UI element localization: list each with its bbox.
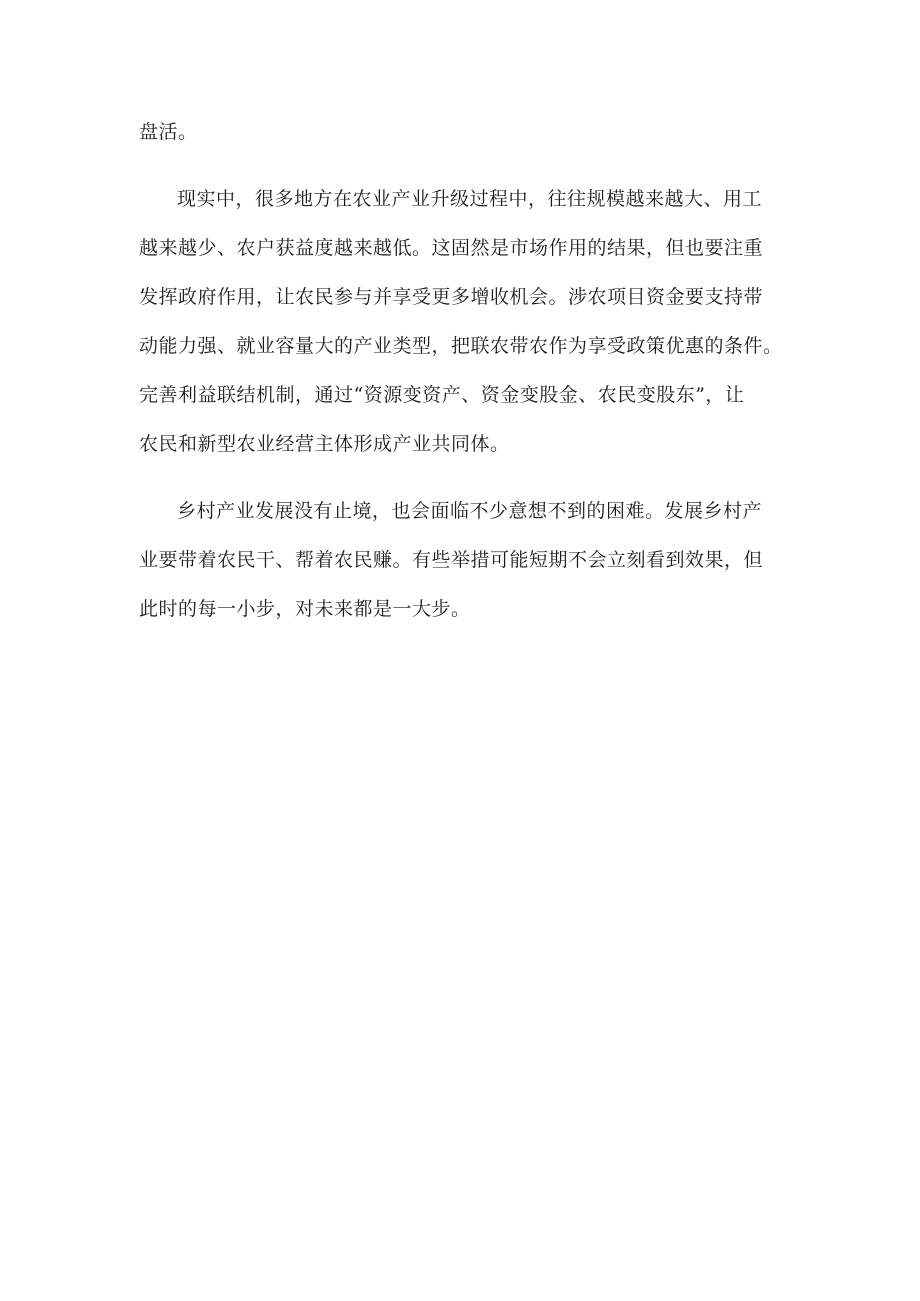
paragraph-1-line-1: 盘活。 — [139, 121, 198, 143]
paragraph-3-line-1: 乡村产业发展没有止境，也会面临不少意想不到的困难。发展乡村产 — [177, 500, 763, 522]
paragraph-2-line-3: 发挥政府作用，让农民参与并享受更多增收机会。涉农项目资金要支持带 — [139, 286, 764, 308]
paragraph-2-line-1: 现实中，很多地方在农业产业升级过程中，往往规模越来越大、用工 — [177, 188, 763, 210]
paragraph-2-line-5: 完善利益联结机制，通过“资源变资产、资金变股金、农民变股东”，让 — [139, 384, 745, 406]
paragraph-3-line-2: 业要带着农民干、帮着农民赚。有些举措可能短期不会立刻看到效果，但 — [139, 549, 764, 571]
paragraph-2-line-2: 越来越少、农户获益度越来越低。这固然是市场作用的结果，但也要注重 — [139, 237, 764, 259]
paragraph-3-line-3: 此时的每一小步，对未来都是一大步。 — [139, 598, 471, 620]
paragraph-2-line-6: 农民和新型农业经营主体形成产业共同体。 — [139, 433, 510, 455]
paragraph-2-line-4: 动能力强、就业容量大的产业类型，把联农带农作为享受政策优惠的条件。 — [139, 335, 783, 357]
